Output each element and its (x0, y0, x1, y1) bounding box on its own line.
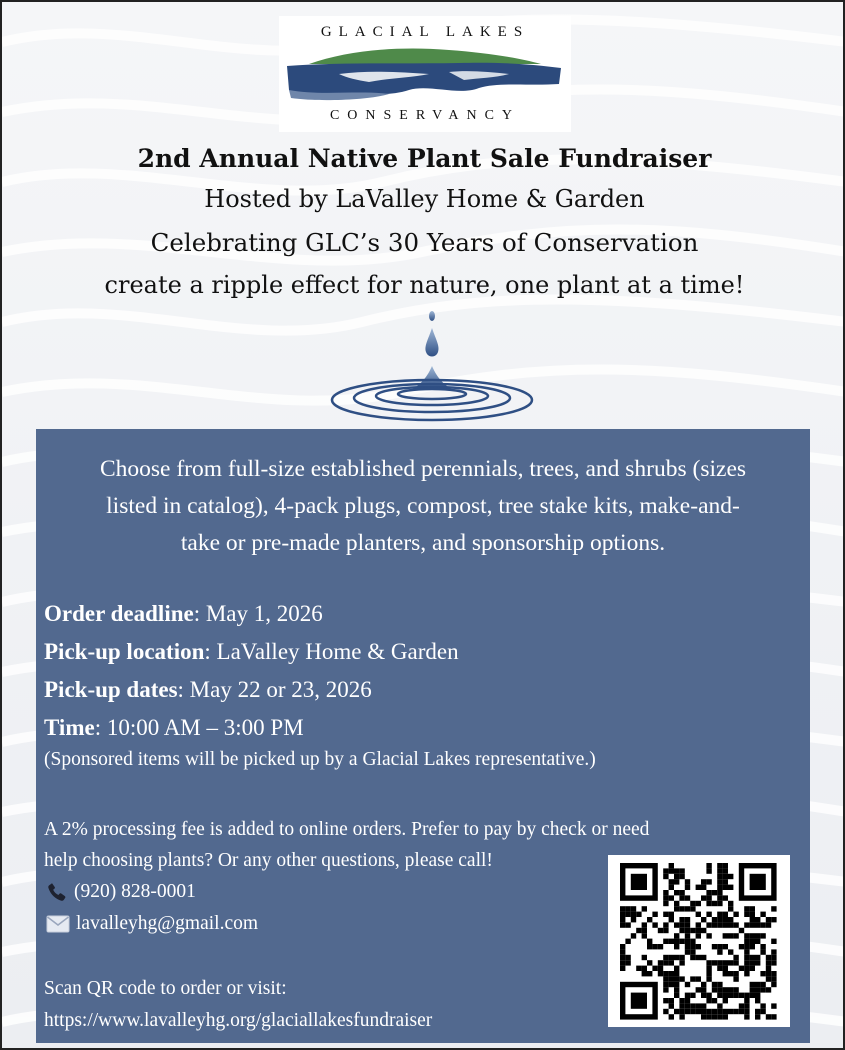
event-title: 2nd Annual Native Plant Sale Fundraiser (137, 144, 712, 173)
detail-label: Order deadline (44, 601, 194, 626)
fee-line: help choosing plants? Or any other questions, please call! (44, 850, 493, 871)
tagline: create a ripple effect for nature, one plant at a time! (104, 271, 745, 299)
mail-icon (46, 915, 70, 933)
intro-line: take or pre-made planters, and sponsorship options. (180, 530, 666, 556)
info-panel (36, 429, 810, 1043)
fee-line: A 2% processing fee is added to online orders. Prefer to pay by check or need (44, 819, 650, 840)
event-details (44, 595, 459, 747)
detail-pickup-location (44, 633, 459, 671)
detail-label: Pick-up location (44, 639, 205, 664)
order-instructions (44, 973, 432, 1037)
phone-number[interactable]: (920) 828-0001 (74, 881, 196, 902)
detail-label: Pick-up dates (44, 677, 178, 702)
logo-top-text: GLACIAL LAKES (320, 24, 530, 40)
detail-time (44, 709, 459, 747)
email-row (46, 908, 258, 940)
conservancy-logo (279, 16, 571, 132)
intro-line: listed in catalog), 4-pack plugs, compost, tree stake kits, make-and- (106, 493, 740, 519)
phone-row (46, 876, 258, 908)
qr-code[interactable] (608, 855, 790, 1027)
intro-line: Choose from full-size established perennials, trees, and shrubs (sizes (99, 456, 747, 482)
celebration-line: Celebrating GLC’s 30 Years of Conservation (150, 228, 699, 257)
order-url-link[interactable]: https://www.lavalleyhg.org/glaciallakesfundraiser (44, 1010, 433, 1031)
water-drop-ripple-icon (327, 308, 537, 428)
detail-label: Time (44, 715, 95, 740)
lake-landscape-icon (279, 44, 571, 106)
contact-info (46, 876, 258, 940)
headline (2, 140, 845, 307)
detail-pickup-dates (44, 671, 459, 709)
detail-value: : 10:00 AM – 3:00 PM (94, 715, 304, 740)
email-address[interactable]: lavalleyhg@gmail.com (76, 913, 259, 934)
host-line: Hosted by LaValley Home & Garden (204, 185, 645, 213)
detail-value: : May 22 or 23, 2026 (177, 677, 372, 702)
sponsor-note: (Sponsored items will be picked up by a Glacial Lakes representative.) (44, 749, 596, 770)
detail-order-deadline (44, 595, 459, 633)
qr-code-icon (608, 855, 790, 1027)
offerings-description (36, 451, 810, 562)
scan-line: Scan QR code to order or visit: (44, 978, 287, 999)
logo-bottom-text: CONSERVANCY (329, 108, 521, 123)
phone-icon (46, 881, 68, 903)
detail-value: : LaValley Home & Garden (204, 639, 459, 664)
detail-value: : May 1, 2026 (193, 601, 323, 626)
